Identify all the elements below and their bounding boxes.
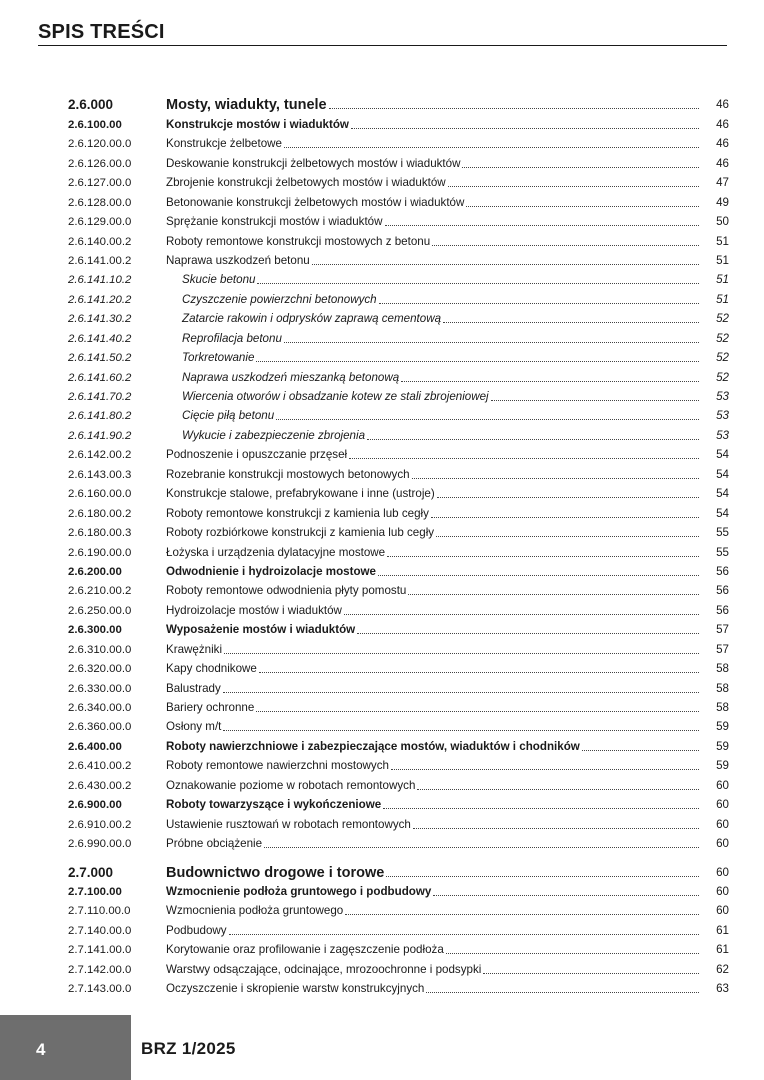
toc-entry-code: 2.6.141.00.2 xyxy=(68,254,132,267)
toc-entry-title: Korytowanie oraz profilowanie i zagęszczenie podłoża xyxy=(166,943,444,957)
toc-entry-title: Torkretowanie xyxy=(182,351,255,365)
toc-entry-page: 54 xyxy=(716,506,729,520)
toc-dot-leader xyxy=(344,613,699,615)
toc-entry-code: 2.6.143.00.3 xyxy=(68,468,132,481)
toc-entry[interactable] xyxy=(68,249,729,268)
toc-entry[interactable] xyxy=(68,918,729,937)
toc-entry-title: Roboty remontowe odwodnienia płyty pomostu xyxy=(166,584,407,598)
toc-dot-leader xyxy=(383,807,699,809)
toc-entry-code: 2.6.180.00.3 xyxy=(68,527,132,540)
toc-entry-page: 60 xyxy=(716,865,729,879)
toc-entry-title: Wykucie i zabezpieczenie zbrojenia xyxy=(182,428,366,442)
toc-entry-page: 46 xyxy=(716,137,729,151)
toc-entry-title-wrap xyxy=(166,963,699,977)
toc-entry-title: Roboty remontowe nawierzchni mostowych xyxy=(166,759,389,773)
toc-entry-title-wrap xyxy=(166,98,699,112)
toc-entry-code: 2.6.160.00.0 xyxy=(68,488,132,501)
toc-entry-page: 51 xyxy=(716,234,729,248)
toc-entry-title-wrap xyxy=(166,943,699,957)
toc-entry-code: 2.6.141.50.2 xyxy=(68,352,132,365)
toc-entry[interactable] xyxy=(68,210,729,229)
toc-dot-leader xyxy=(413,827,699,829)
toc-entry-title: Hydroizolacje mostów i wiaduktów xyxy=(166,603,342,617)
toc-entry[interactable] xyxy=(68,307,729,326)
toc-entry[interactable] xyxy=(68,773,729,792)
toc-entry-page: 59 xyxy=(716,739,729,753)
toc-entry[interactable] xyxy=(68,423,729,442)
toc-entry-title-wrap xyxy=(166,818,699,832)
toc-entry-code: 2.6.141.10.2 xyxy=(68,274,132,287)
toc-dot-leader xyxy=(387,555,699,557)
toc-entry-title: Wiercenia otworów i obsadzanie kotew ze stali zbrojeniowej xyxy=(182,390,489,403)
toc-entry-title: Kapy chodnikowe xyxy=(166,662,257,676)
toc-entry[interactable] xyxy=(68,190,729,209)
toc-entry[interactable] xyxy=(68,521,729,540)
toc-entry[interactable] xyxy=(68,112,729,131)
toc-entry-page: 49 xyxy=(716,195,729,209)
toc-entry[interactable] xyxy=(68,938,729,957)
toc-entry[interactable] xyxy=(68,618,729,637)
toc-entry-code: 2.6.330.00.0 xyxy=(68,682,132,695)
toc-entry[interactable] xyxy=(68,501,729,520)
toc-entry-page: 51 xyxy=(716,292,729,306)
toc-entry-code: 2.6.430.00.2 xyxy=(68,779,132,792)
toc-entry-page: 46 xyxy=(716,98,729,112)
toc-entry-page: 54 xyxy=(716,467,729,481)
toc-dot-leader xyxy=(431,516,699,518)
toc-entry-code: 2.6.300.00 xyxy=(68,624,122,637)
toc-entry-page: 53 xyxy=(716,428,729,442)
toc-entry-title: Oczyszczenie i skropienie warstw konstrukcyjnych xyxy=(166,982,425,996)
toc-entry-title-wrap xyxy=(166,390,699,404)
toc-dot-leader xyxy=(401,380,699,382)
toc-dot-leader xyxy=(437,496,699,498)
toc-dot-leader xyxy=(367,438,699,440)
toc-dot-leader xyxy=(351,127,699,129)
toc-entry-title-wrap xyxy=(166,643,699,657)
toc-entry-title-wrap xyxy=(166,118,699,132)
toc-entry-page: 58 xyxy=(716,701,729,714)
toc-entry-page: 60 xyxy=(716,798,729,812)
toc-entry-page: 52 xyxy=(716,312,729,326)
toc-entry-title-wrap xyxy=(166,137,699,151)
toc-entry-title-wrap xyxy=(166,682,699,696)
toc-entry-page: 56 xyxy=(716,603,729,617)
toc-entry-code: 2.7.100.00 xyxy=(68,885,122,898)
toc-entry-title: Osłony m/t xyxy=(166,720,222,734)
toc-entry-page: 60 xyxy=(716,904,729,918)
toc-dot-leader xyxy=(426,991,699,993)
toc-entry[interactable] xyxy=(68,793,729,812)
toc-entry-page: 57 xyxy=(716,642,729,656)
toc-entry-code: 2.7.110.00.0 xyxy=(68,905,131,918)
toc-entry[interactable] xyxy=(68,404,729,423)
toc-dot-leader xyxy=(345,913,699,915)
page-header xyxy=(38,20,727,46)
toc-dot-leader xyxy=(386,875,699,877)
toc-entry[interactable] xyxy=(68,734,729,753)
toc-entry-title: Roboty rozbiórkowe konstrukcji z kamienia lub cegły xyxy=(166,526,435,540)
toc-entry-title: Odwodnienie i hydroizolacje mostowe xyxy=(166,564,377,578)
toc-entry-title: Cięcie piłą betonu xyxy=(182,409,275,423)
toc-entry-page: 52 xyxy=(716,370,729,384)
toc-entry-title: Budownictwo drogowe i torowe xyxy=(166,864,385,881)
toc-entry-code: 2.7.000 xyxy=(68,864,114,880)
toc-entry-code: 2.6.410.00.2 xyxy=(68,760,132,773)
toc-dot-leader xyxy=(443,321,699,323)
toc-dot-leader xyxy=(312,263,699,265)
toc-entry-page: 55 xyxy=(716,526,729,540)
toc-entry[interactable] xyxy=(68,385,729,404)
toc-dot-leader xyxy=(391,768,699,770)
toc-dot-leader xyxy=(223,691,699,693)
toc-entry-page: 56 xyxy=(716,564,729,578)
toc-entry-title: Naprawa uszkodzeń mieszanką betonową xyxy=(182,370,400,384)
toc-entry-title: Reprofilacja betonu xyxy=(182,331,282,345)
toc-entry-title: Zatarcie rakowin i odprysków zaprawą cementową xyxy=(182,312,442,326)
toc-dot-leader xyxy=(223,729,699,731)
toc-entry-title-wrap xyxy=(166,196,699,210)
toc-entry-title-wrap xyxy=(166,215,699,229)
toc-entry-title-wrap xyxy=(166,254,699,268)
toc-entry-title-wrap xyxy=(166,565,699,579)
toc-entry-title: Roboty nawierzchniowe i zabezpieczające mostów, wiaduktów i chodników xyxy=(166,739,580,753)
toc-entry-code: 2.6.200.00 xyxy=(68,565,122,578)
toc-dot-leader xyxy=(379,302,699,304)
toc-entry[interactable] xyxy=(68,754,729,773)
toc-dot-leader xyxy=(448,185,699,187)
toc-entry-page: 60 xyxy=(716,837,729,851)
toc-dot-leader xyxy=(408,593,699,595)
toc-entry[interactable] xyxy=(68,443,729,462)
toc-entry-page: 51 xyxy=(716,253,729,267)
toc-entry-code: 2.6.210.00.2 xyxy=(68,585,132,598)
toc-entry-page: 56 xyxy=(716,584,729,598)
toc-dot-leader xyxy=(378,574,699,576)
toc-entry-page: 52 xyxy=(716,331,729,345)
toc-dot-leader xyxy=(349,457,699,459)
toc-entry[interactable] xyxy=(68,365,729,384)
toc-dot-leader xyxy=(259,671,699,673)
toc-entry-title-wrap xyxy=(166,351,699,365)
toc-entry-title: Naprawa uszkodzeń betonu xyxy=(166,253,310,267)
toc-entry-title: Bariery ochronne xyxy=(166,701,255,714)
toc-entry-title-wrap xyxy=(166,837,699,851)
toc-dot-leader xyxy=(446,952,699,954)
toc-entry-title-wrap xyxy=(166,924,699,938)
toc-entry-title-wrap xyxy=(166,779,699,793)
toc-entry-title: Czyszczenie powierzchni betonowych xyxy=(182,292,377,306)
toc-dot-leader xyxy=(466,205,699,207)
toc-entry-title: Łożyska i urządzenia dylatacyjne mostowe xyxy=(166,545,386,559)
toc-entry-code: 2.7.143.00.0 xyxy=(68,983,132,996)
toc-entry-title: Krawężniki xyxy=(166,642,223,656)
toc-entry-code: 2.6.320.00.0 xyxy=(68,663,132,676)
toc-entry-title: Zbrojenie konstrukcji żelbetowych mostów i wiaduktów xyxy=(166,176,446,190)
toc-entry-page: 53 xyxy=(716,390,729,403)
toc-entry-title: Mosty, wiadukty, tunele xyxy=(166,97,327,114)
toc-entry-code: 2.6.990.00.0 xyxy=(68,838,132,851)
toc-entry-code: 2.6.141.90.2 xyxy=(68,429,132,442)
toc-entry[interactable] xyxy=(68,287,729,306)
footer-page-box xyxy=(0,1015,131,1080)
toc-entry[interactable] xyxy=(68,812,729,831)
toc-dot-leader xyxy=(224,652,699,654)
toc-dot-leader xyxy=(432,244,699,246)
toc-entry-page: 54 xyxy=(716,487,729,501)
toc-entry-code: 2.6.142.00.2 xyxy=(68,449,132,462)
toc-entry-page: 47 xyxy=(716,176,729,190)
toc-entry[interactable] xyxy=(68,560,729,579)
toc-entry-title: Deskowanie konstrukcji żelbetowych mostów i wiaduktów xyxy=(166,156,461,170)
toc-entry-title: Podbudowy xyxy=(166,923,227,937)
toc-entry[interactable] xyxy=(68,579,729,598)
toc-entry[interactable] xyxy=(68,151,729,170)
toc-entry-title-wrap xyxy=(166,982,699,996)
toc-entry-page: 61 xyxy=(716,943,729,957)
toc-entry-code: 2.6.310.00.0 xyxy=(68,643,132,656)
toc-dot-leader xyxy=(357,632,699,634)
toc-entry-title-wrap xyxy=(166,273,699,287)
toc-entry-title: Wzmocnienia podłoża gruntowego xyxy=(166,904,344,918)
toc-entry[interactable] xyxy=(68,977,729,996)
toc-entry-page: 46 xyxy=(716,117,729,131)
toc-entry[interactable] xyxy=(68,326,729,345)
toc-entry-title-wrap xyxy=(166,546,699,560)
toc-entry-page: 60 xyxy=(716,884,729,898)
toc-entry[interactable] xyxy=(68,229,729,248)
toc-entry-title-wrap xyxy=(166,448,699,462)
toc-dot-leader xyxy=(436,535,699,537)
toc-entry-code: 2.6.141.70.2 xyxy=(68,391,132,403)
toc-entry-page: 46 xyxy=(716,156,729,170)
toc-entry-title: Sprężanie konstrukcji mostów i wiaduktów xyxy=(166,215,383,229)
toc-entry-title-wrap xyxy=(166,487,699,501)
toc-dot-leader xyxy=(483,972,699,974)
toc-entry-code: 2.6.400.00 xyxy=(68,740,122,753)
toc-dot-leader xyxy=(256,360,699,362)
toc-entry-page: 55 xyxy=(716,545,729,559)
toc-entry-code: 2.6.141.30.2 xyxy=(68,313,132,326)
toc-entry[interactable] xyxy=(68,696,729,715)
toc-entry[interactable] xyxy=(68,676,729,695)
toc-dot-leader xyxy=(417,788,699,790)
toc-entry-code: 2.6.910.00.2 xyxy=(68,818,132,831)
toc-entry-page: 58 xyxy=(716,662,729,676)
toc-entry[interactable] xyxy=(68,880,729,899)
toc-entry-title-wrap xyxy=(166,312,699,326)
toc-entry-title: Ustawienie rusztowań w robotach remontowych xyxy=(166,817,411,831)
toc-entry[interactable] xyxy=(68,637,729,656)
toc-entry-title: Skucie betonu xyxy=(182,273,256,287)
toc-entry[interactable] xyxy=(68,268,729,287)
toc-entry-code: 2.6.129.00.0 xyxy=(68,216,132,229)
toc-entry-page: 51 xyxy=(716,273,729,287)
footer-page-number: 4 xyxy=(36,1040,46,1059)
toc-entry-code: 2.6.190.00.0 xyxy=(68,546,132,559)
toc-entry-page: 60 xyxy=(716,778,729,792)
footer-issue-label: BRZ 1/2025 xyxy=(141,1039,236,1058)
toc-entry-page: 61 xyxy=(716,923,729,937)
toc-entry-code: 2.6.100.00 xyxy=(68,118,122,131)
toc-entry-title: Próbne obciążenie xyxy=(166,837,263,851)
toc-entry-title-wrap xyxy=(166,866,699,880)
toc-entry-page: 54 xyxy=(716,448,729,462)
toc-entry[interactable] xyxy=(68,715,729,734)
toc-entry-page: 63 xyxy=(716,982,729,996)
toc-dot-leader xyxy=(385,224,699,226)
toc-entry[interactable] xyxy=(68,93,729,112)
toc-entry-title: Betonowanie konstrukcji żelbetowych mostów i wiaduktów xyxy=(166,195,465,209)
toc-dot-leader xyxy=(491,399,699,401)
toc-entry-page: 57 xyxy=(716,623,729,637)
toc-entry-code: 2.7.140.00.0 xyxy=(68,924,132,937)
toc-entry-code: 2.6.340.00.0 xyxy=(68,702,132,714)
toc-entry-title: Podnoszenie i opuszczanie przęseł xyxy=(166,448,348,462)
toc-entry[interactable] xyxy=(68,171,729,190)
toc-entry-title-wrap xyxy=(166,293,699,307)
toc-dot-leader xyxy=(284,146,699,148)
toc-entry-title-wrap xyxy=(166,623,699,637)
toc-entry-title-wrap xyxy=(166,662,699,676)
toc-entry-code: 2.6.141.60.2 xyxy=(68,371,132,384)
toc-entry-title-wrap xyxy=(166,720,699,734)
toc-entry-page: 52 xyxy=(716,351,729,365)
toc-dot-leader xyxy=(284,341,699,343)
toc-entry-title-wrap xyxy=(166,507,699,521)
toc-entry-code: 2.6.000 xyxy=(68,97,114,113)
toc-entry-title-wrap xyxy=(166,885,699,899)
toc-entry-title-wrap xyxy=(166,604,699,618)
toc-entry[interactable] xyxy=(68,899,729,918)
toc-entry[interactable] xyxy=(68,132,729,151)
toc-entry-title: Konstrukcje żelbetowe xyxy=(166,137,282,151)
toc-entry-title-wrap xyxy=(166,526,699,540)
toc-entry-code: 2.7.141.00.0 xyxy=(68,944,132,957)
toc-entry-page: 62 xyxy=(716,962,729,976)
toc-entry-page: 59 xyxy=(716,759,729,773)
toc-entry-code: 2.6.120.00.0 xyxy=(68,138,132,151)
table-of-contents xyxy=(68,93,729,996)
page-title: SPIS TREŚCI xyxy=(38,21,165,43)
toc-entry[interactable] xyxy=(68,482,729,501)
toc-entry-code: 2.6.140.00.2 xyxy=(68,235,132,248)
toc-entry-title-wrap xyxy=(166,740,699,754)
toc-entry[interactable] xyxy=(68,346,729,365)
toc-entry-code: 2.6.141.80.2 xyxy=(68,410,132,423)
toc-entry-title: Wyposażenie mostów i wiaduktów xyxy=(166,623,356,637)
toc-entry-code: 2.7.142.00.0 xyxy=(68,963,132,976)
toc-entry-page: 53 xyxy=(716,409,729,423)
toc-entry-code: 2.6.250.00.0 xyxy=(68,604,132,617)
toc-entry-code: 2.6.126.00.0 xyxy=(68,157,132,170)
toc-entry-title-wrap xyxy=(166,371,699,385)
toc-entry[interactable] xyxy=(68,462,729,481)
toc-entry-title-wrap xyxy=(166,235,699,249)
toc-entry-title-wrap xyxy=(166,157,699,171)
toc-entry-title-wrap xyxy=(166,701,699,715)
toc-entry-code: 2.6.127.00.0 xyxy=(68,177,132,190)
toc-entry-title: Warstwy odsączające, odcinające, mrozoochronne i podsypki xyxy=(166,962,482,976)
toc-entry-page: 50 xyxy=(716,215,729,229)
toc-entry-title: Rozebranie konstrukcji mostowych betonowych xyxy=(166,467,410,481)
toc-dot-leader xyxy=(229,933,699,935)
toc-entry-title-wrap xyxy=(166,759,699,773)
toc-entry[interactable] xyxy=(68,832,729,851)
toc-entry-code: 2.6.360.00.0 xyxy=(68,721,132,734)
toc-dot-leader xyxy=(264,846,699,848)
toc-entry-code: 2.6.180.00.2 xyxy=(68,507,132,520)
toc-entry-title-wrap xyxy=(166,584,699,598)
toc-entry-title-wrap xyxy=(166,409,699,423)
toc-entry[interactable] xyxy=(68,540,729,559)
toc-entry-code: 2.6.141.40.2 xyxy=(68,332,132,345)
toc-dot-leader xyxy=(257,282,699,284)
toc-entry-title: Konstrukcje mostów i wiaduktów xyxy=(166,117,349,131)
toc-entry-page: 59 xyxy=(716,720,729,734)
toc-entry-title: Balustrady xyxy=(166,681,221,695)
toc-entry-title: Roboty remontowe konstrukcji mostowych z betonu xyxy=(166,234,431,248)
toc-entry-page: 58 xyxy=(716,681,729,695)
toc-dot-leader xyxy=(256,710,699,712)
toc-entry-code: 2.6.900.00 xyxy=(68,799,122,812)
toc-entry-page: 60 xyxy=(716,817,729,831)
toc-entry-title-wrap xyxy=(166,176,699,190)
toc-entry-title: Roboty towarzyszące i wykończeniowe xyxy=(166,798,382,812)
toc-entry-title-wrap xyxy=(166,798,699,812)
toc-dot-leader xyxy=(582,749,699,751)
toc-dot-leader xyxy=(433,894,699,896)
toc-entry-title-wrap xyxy=(166,429,699,443)
toc-entry[interactable] xyxy=(68,598,729,617)
toc-entry-title-wrap xyxy=(166,904,699,918)
toc-dot-leader xyxy=(276,418,699,420)
toc-entry-title-wrap xyxy=(166,468,699,482)
toc-entry-title: Wzmocnienie podłoża gruntowego i podbudowy xyxy=(166,884,432,898)
toc-dot-leader xyxy=(412,477,699,479)
toc-entry-title: Konstrukcje stalowe, prefabrykowane i inne (ustroje) xyxy=(166,487,435,501)
toc-entry-code: 2.6.128.00.0 xyxy=(68,196,132,209)
toc-dot-leader xyxy=(329,107,699,109)
toc-entry-code: 2.6.141.20.2 xyxy=(68,293,132,306)
toc-entry[interactable] xyxy=(68,657,729,676)
toc-entry-title-wrap xyxy=(166,332,699,346)
toc-entry[interactable] xyxy=(68,957,729,976)
toc-entry-title: Oznakowanie poziome w robotach remontowych xyxy=(166,778,416,792)
toc-entry-title: Roboty remontowe konstrukcji z kamienia lub cegły xyxy=(166,506,429,520)
toc-entry[interactable] xyxy=(68,860,729,879)
toc-dot-leader xyxy=(462,166,699,168)
